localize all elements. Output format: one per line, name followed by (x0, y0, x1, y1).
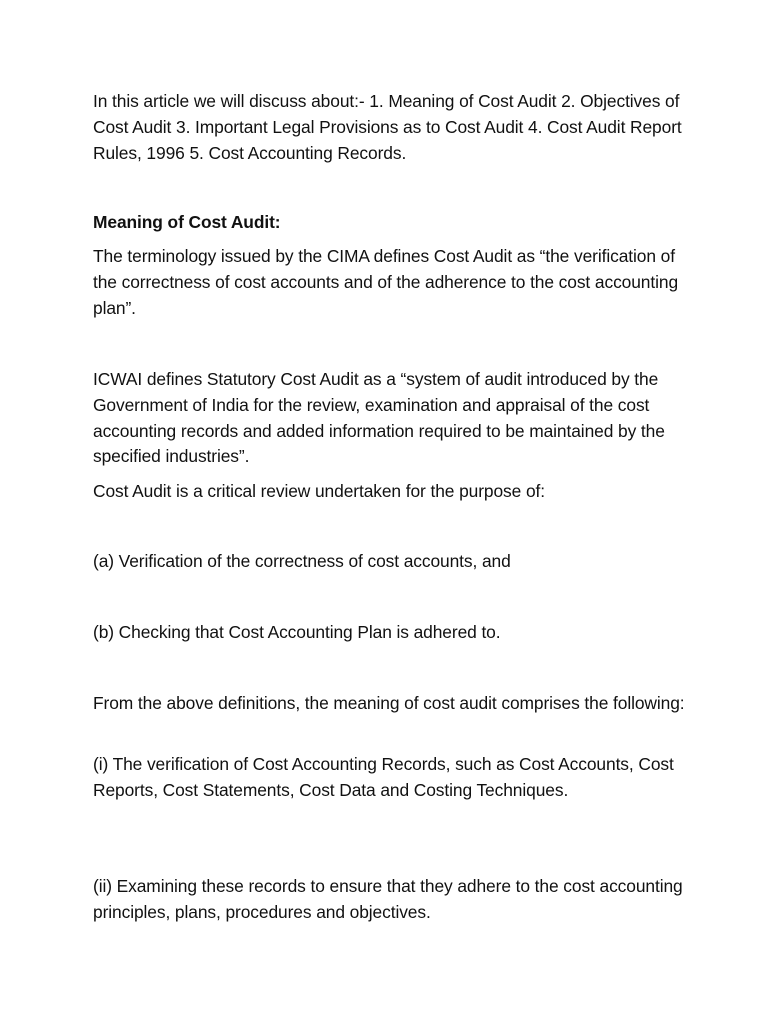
list-item-ii: (ii) Examining these records to ensure that they adhere to the cost accounting principles, plans, procedures and objectives. (93, 876, 683, 922)
list-item-a: (a) Verification of the correctness of cost accounts, and (93, 551, 511, 571)
section-heading-meaning: Meaning of Cost Audit: (93, 212, 281, 232)
icwai-definition-paragraph: ICWAI defines Statutory Cost Audit as a “system of audit introduced by the Government of India for the review, examination and appraisal of the cost accounting records and added information required to be maintained by the specified industries”. (93, 369, 665, 467)
definitions-paragraph: From the above definitions, the meaning of cost audit comprises the following: (93, 693, 685, 713)
list-item-i: (i) The verification of Cost Accounting Records, such as Cost Accounts, Cost Reports, Cost Statements, Cost Data and Costing Techniques. (93, 754, 674, 800)
intro-paragraph: In this article we will discuss about:- 1. Meaning of Cost Audit 2. Objectives of Cost Audit 3. Important Legal Provisions as to Cost Audit 4. Cost Audit Report Rules, 1996 5. Cost Accounting Records. (93, 91, 682, 163)
critical-review-paragraph: Cost Audit is a critical review undertaken for the purpose of: (93, 481, 545, 501)
list-item-b: (b) Checking that Cost Accounting Plan is adhered to. (93, 622, 501, 642)
cima-definition-paragraph: The terminology issued by the CIMA defines Cost Audit as “the verification of the correctness of cost accounts and of the adherence to the cost accounting plan”. (93, 246, 679, 318)
